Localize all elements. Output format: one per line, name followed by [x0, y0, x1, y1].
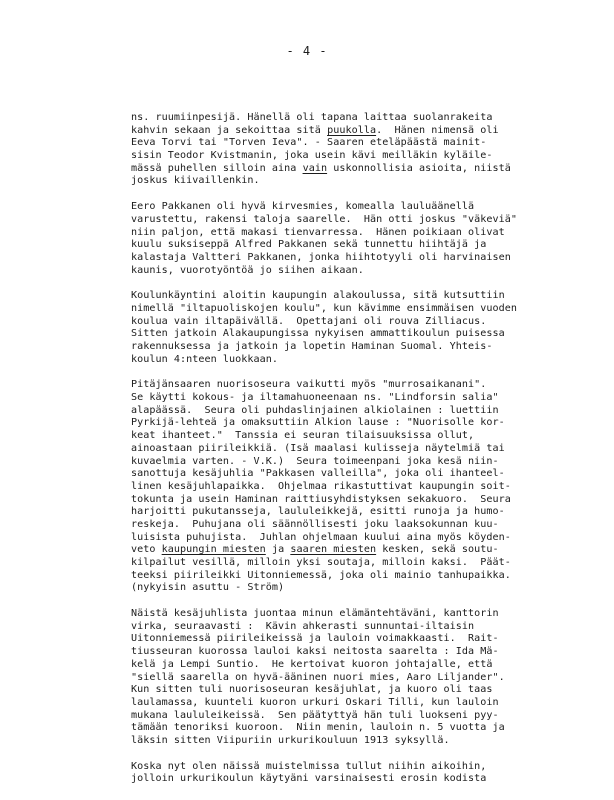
text-line: Kun sitten tuli nuorisoseuran kesäjuhlat, ja kuoro oli taas — [131, 684, 493, 696]
text-line: linen kesäjuhlapaikka. Ohjelmaa rikastuttivat kaupungin soit- — [131, 480, 511, 492]
text-line: kaunis, vuorotyöntöä jo siihen aikaan. — [131, 264, 364, 276]
text-line: varustettu, rakensi taloja saarelle. Hän otti joskus "väkeviä" — [131, 213, 517, 225]
paragraph — [131, 201, 591, 277]
text-line: laulamassa, kuunteli kuoron urkuri Oskari Tilli, kun lauloin — [131, 696, 499, 708]
paragraph — [131, 761, 591, 786]
text-line: mukana laululeikeissä. Sen päätyttyä hän tuli luokseni pyy- — [131, 709, 499, 721]
paragraph — [131, 290, 591, 366]
text-line: kilpailut vesillä, milloin yksi soutaja, milloin kaksi. Päät- — [131, 557, 511, 568]
underlined-text: kaupungin miesten — [161, 544, 266, 556]
text-line: Eeva Torvi tai "Torven Ieva". - Saaren eteläpäästä mainit- — [131, 137, 487, 149]
text-line: alapäässä. Seura oli puhdaslinjainen alkiolainen : luettiin — [131, 404, 499, 416]
underlined-text: saaren miesten — [290, 544, 377, 556]
text-line: virka, seuraavasti : Kävin ahkerasti sunnuntai-iltaisin — [131, 620, 475, 632]
text-line: joskus kiivaillenkin. — [131, 175, 260, 187]
paragraph — [131, 608, 591, 748]
paragraph-gap — [131, 188, 591, 201]
paragraph-gap — [131, 366, 591, 379]
text-line: sisin Teodor Kvistmanin, joka usein kävi meilläkin kyläile- — [131, 150, 493, 162]
text-line: koulua vain iltapäivällä. Opettajani oli rouva Zilliacus. — [131, 315, 487, 327]
text-line: ainoastaan piirileikkiä. (Isä maalasi kulisseja näytelmiä tai — [131, 442, 505, 454]
paragraph-gap — [131, 595, 591, 608]
underlined-text: puukolla — [327, 124, 377, 136]
text-line: tokunta ja usein Haminan raittiusyhdistyksen sekakuoro. Seura — [131, 493, 511, 505]
text-line: reskeja. Puhujana oli säännöllisesti joku laaksokunnan kuu- — [131, 518, 499, 530]
document-body — [131, 112, 591, 786]
text-line: koulun 4:nteen luokkaan. — [131, 353, 279, 365]
text-line: teeksi piirileikki Uitonniemessä, joka oli mainio tanhupaikka. — [131, 569, 511, 581]
text-line: nimellä "iltapuoliskojen koulu", kun kävimme ensimmäisen vuoden — [131, 302, 517, 314]
text-line: jolloin urkurikoulun käytyäni varsinaisesti erosin kodista — [131, 773, 487, 785]
text-line: niin paljon, että makasi tienvarressa. Hänen poikiaan olivat — [131, 226, 505, 238]
text-line: kalastaja Valtteri Pakkanen, jonka hiihtotyyli oli harvinaisen — [131, 251, 511, 263]
text-line: sanottuja kesäjuhlia "Pakkasen valleilla", joka oli ihanteel- — [131, 468, 505, 480]
text-line: läksin sitten Viipuriin urkurikouluun 1913 syksyllä. — [131, 734, 450, 746]
text-line: Koulunkäyntini aloitin kaupungin alakoulussa, sitä kutsuttiin — [131, 290, 505, 302]
text-line: rakennuksessa ja jatkoin ja lopetin Haminan Suomal. Yhteis- — [131, 341, 493, 352]
text-line: luisista puhujista. Juhlan ohjelmaan kuului aina myös köyden- — [131, 531, 511, 543]
text-line: Se käytti kokous- ja iltamahuoneenaan ns. "Lindforsin salia" — [131, 392, 499, 404]
text-line: harjoitti pukutansseja, laululeikkejä, esitti runoja ja humo- — [131, 506, 505, 518]
text-line: ns. ruumiinpesijä. Hänellä oli tapana laittaa suolanrakeita — [131, 112, 493, 123]
text-line: (nykyisin asuttu - Ström) — [131, 582, 285, 594]
text-line: kelä ja Lempi Suntio. He kertoivat kuoron johtajalle, että — [131, 658, 493, 670]
text-line: tiusseuran kuorossa lauloi kaksi neitosta saarelta : Ida Mä- — [131, 646, 499, 658]
paragraph-gap — [131, 748, 591, 761]
text-line: Eero Pakkanen oli hyvä kirvesmies, komealla lauluäänellä — [131, 201, 475, 213]
text-line: "siellä saarella on hyvä-ääninen nuori mies, Aaro Liljander". — [131, 671, 505, 683]
text-line: Pitäjänsaaren nuorisoseura vaikutti myös "murrosaikanani". — [131, 379, 487, 391]
page-number: - 4 - — [286, 44, 328, 58]
text-line: Näistä kesäjuhlista juontaa minun elämäntehtäväni, kanttorin — [131, 608, 499, 620]
text-line: keat ihanteet." Tanssia ei seuran tilaisuuksissa ollut, — [131, 430, 475, 442]
paragraph — [131, 379, 591, 595]
text-line: Koska nyt olen näissä muistelmissa tullut niihin aikoihin, — [131, 760, 487, 772]
text-line: Pyrkijä-lehteä ja omaksuttiin Alkion lause : "Nuorisolle kor- — [131, 417, 505, 429]
text-line: veto kaupungin miesten ja saaren miesten kesken, sekä soutu- — [131, 544, 499, 556]
paragraph — [131, 112, 591, 188]
text-line: tämään tenoriksi kuoroon. Niin menin, lauloin n. 5 vuotta ja — [131, 722, 505, 734]
text-line: kuvaelmia varten. - V.K.) Seura toimeenpani joka kesä niin- — [131, 455, 499, 467]
text-line: Uitonniemessä piirileikeissä ja lauloin voimakkaasti. Rait- — [131, 633, 499, 645]
underlined-text: vain — [302, 162, 328, 174]
text-line: mässä puhellen silloin aina vain uskonnollisia asioita, niistä — [131, 162, 511, 174]
text-line: kuulu suksiseppä Alfred Pakkanen sekä tunnettu hiihtäjä ja — [131, 239, 487, 251]
paragraph-gap — [131, 277, 591, 290]
text-line: kahvin sekaan ja sekoittaa sitä puukolla. Hänen nimensä oli — [131, 124, 499, 136]
text-line: Sitten jatkoin Alakaupungissa nykyisen ammattikoulun puisessa — [131, 328, 505, 340]
